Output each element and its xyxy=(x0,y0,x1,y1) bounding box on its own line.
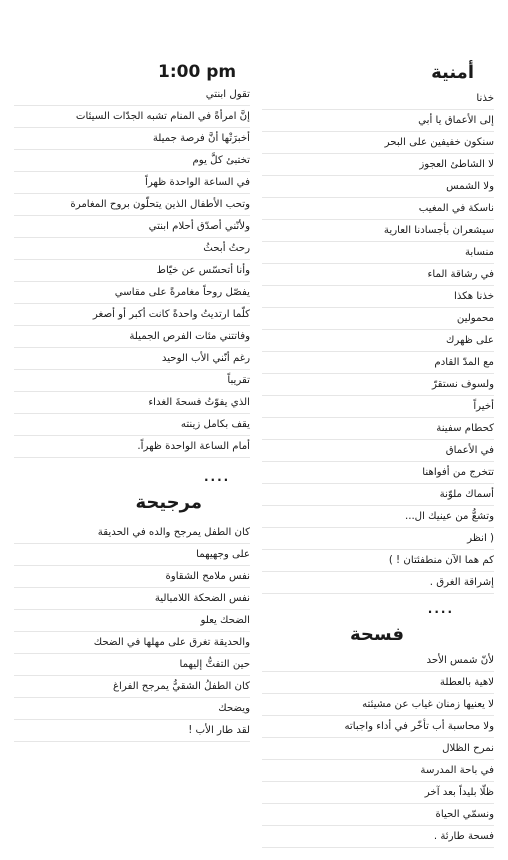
poem-line: لأنّ شمس الأحد xyxy=(426,655,494,666)
poem-line: إنَّ امرأةً في المنام تشبه الجدّات السيئات xyxy=(75,111,250,122)
poem-line: أخيراً xyxy=(473,401,494,412)
poem-line: الضحك يعلو xyxy=(200,615,250,626)
poem-title: مرجيحة xyxy=(135,492,202,513)
poem-line: تختبئ كلَّ يوم xyxy=(192,155,250,166)
poem-line: خذنا هكذا xyxy=(454,291,494,302)
poem-line: كلّما ارتديتُ واحدةً كانت أكبر أو أصغر xyxy=(92,309,250,320)
poem-line: رغم أنّني الأب الوحيد xyxy=(161,353,250,364)
poem-line: في باحة المدرسة xyxy=(420,765,494,776)
poem-line: يفصّل روحاً مغامرةً على مقاسي xyxy=(114,287,250,298)
poem-line: ولا محاسبة أب تأخّر في أداء واجباته xyxy=(344,721,494,732)
poem-line: يقف بكامل زينته xyxy=(180,419,250,430)
poem-line: في الساعة الواحدة ظهراً xyxy=(144,177,250,188)
section-separator: .... xyxy=(204,470,231,484)
poem-line: خذنا xyxy=(476,93,494,104)
section-separator: .... xyxy=(427,602,454,616)
poem-line: ونسمّي الحياة xyxy=(435,809,494,820)
poem-line: على وجهيهما xyxy=(196,549,250,560)
poem-line: فسحة طارئة . xyxy=(433,831,494,842)
poem-line: سنكون خفيفين على البحر xyxy=(384,137,494,148)
poem-line: على ظهرك xyxy=(445,335,494,346)
poem-title: فسحة xyxy=(350,624,404,645)
poem-line: لقد طار الأب ! xyxy=(188,725,250,736)
poem-line: تتخرج من أفواهنا xyxy=(422,467,494,478)
poem-line: سيشعران بأجسادنا العارية xyxy=(383,225,494,236)
poem-line: حين التفتُّ إليهما xyxy=(179,659,250,670)
poem-line: تقريباً xyxy=(227,375,250,386)
poem-line: مع المدّ القادم xyxy=(434,357,494,368)
poem-line: ولا الشمس xyxy=(446,181,494,192)
poem-line: في رشاقة الماء xyxy=(427,269,494,280)
poem-line: لاهية بالعطلة xyxy=(439,677,494,688)
poem-line: والحديقة تغرق على مهلها في الضحك xyxy=(93,637,250,648)
poem-block-2 xyxy=(14,522,250,742)
poem-line: لا يعنيها زمنان غياب عن مشيئته xyxy=(362,699,494,710)
poem-line: الذي يفوّتُ فسحةَ الغداء xyxy=(148,397,250,408)
poem-line: وتشعُّ من عينيك ال... xyxy=(404,511,494,522)
poem-line: لا الشاطئ العجوز xyxy=(419,159,494,170)
poem-line: ( انظر xyxy=(467,533,494,544)
poem-line: كان الطفل يمرجح والده في الحديقة xyxy=(97,527,250,538)
poem-line: نفس الضحكة اللامبالية xyxy=(154,593,250,604)
poem-line: منسابة xyxy=(464,247,494,258)
poem-line: أمام الساعة الواحدة ظهراً. xyxy=(137,441,250,452)
poem-line: ناسكة في المغيب xyxy=(418,203,494,214)
poem-line: كم هما الآن منطفئتان ! ) xyxy=(388,555,494,566)
poem-line: إشراقة الغرق . xyxy=(429,577,494,588)
poem-line: ولأنّني أصدّق أحلام ابنتي xyxy=(148,221,250,232)
poem-line: نمرح الظلال xyxy=(442,743,494,754)
poem-line: في الأعماق xyxy=(445,445,494,456)
poem-line: كان الطفلُ الشقيُّ يمرجح الفراغ xyxy=(112,681,250,692)
poem-line: أخبرَتْها أنَّ فرصة جميلة xyxy=(152,133,250,144)
left-column xyxy=(14,62,250,742)
poem-line: نفس ملامح الشقاوة xyxy=(165,571,250,582)
poem-line: وأنا أتحسّس عن خيّاط xyxy=(156,265,250,276)
poem-block-1 xyxy=(14,84,250,458)
poem-block-3 xyxy=(262,88,494,594)
poem-line: أسماك ملوّنة xyxy=(439,489,494,500)
poem-title: أمنية xyxy=(431,62,474,83)
poem-line: محمولين xyxy=(456,313,494,324)
poem-line: ولسوف نستقرّ xyxy=(432,379,494,390)
poem-line: كحطام سفينة xyxy=(436,423,494,434)
poem-line: ويضحك xyxy=(218,703,250,714)
poem-line: رحتُ أبحثُ xyxy=(203,243,250,254)
time-label: 1:00 pm xyxy=(158,62,237,82)
poem-line: إلى الأعماق يا أبي xyxy=(418,115,494,126)
poem-line: تقول ابنتي xyxy=(205,89,250,100)
poem-line: وتحب الأطفال الذين يتحلّون بروح المغامرة xyxy=(70,199,250,210)
poem-block-4 xyxy=(262,650,494,848)
right-column xyxy=(262,58,494,848)
poem-line: ظلّا بليداً بعد آخر xyxy=(424,787,494,798)
poem-line: وفاتتني مئات الفرص الجميلة xyxy=(129,331,250,342)
